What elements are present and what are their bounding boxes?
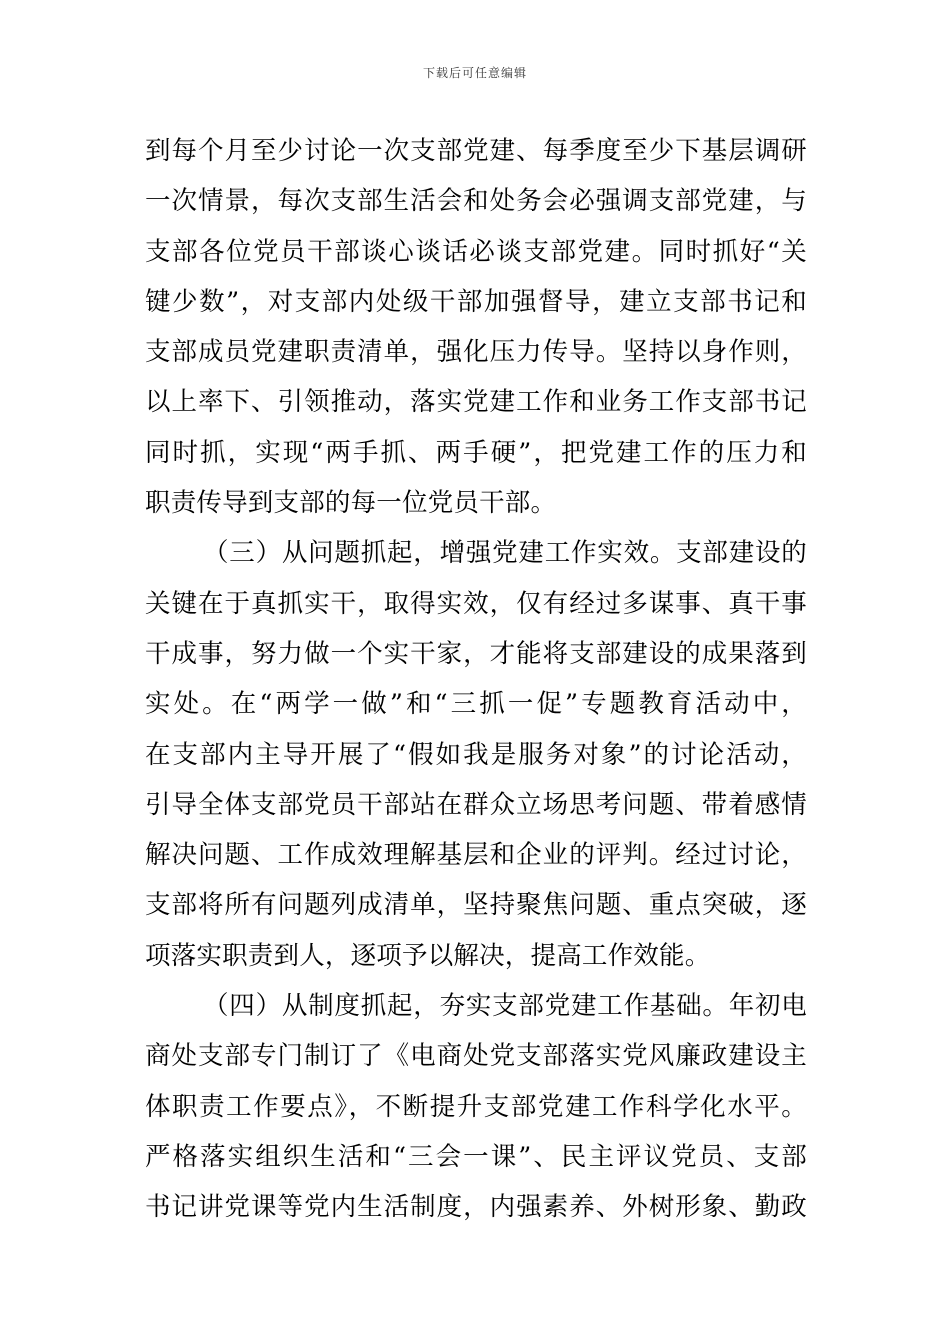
paragraph [145,528,807,981]
text-line: 实处。在“两学一做”和“三抓一促”专题教育活动中， [145,689,807,720]
document-body [145,126,807,1233]
text-line: （四）从制度抓起，夯实支部党建工作基础。年初电 [203,991,807,1022]
text-line: 干成事，努力做一个实干家，才能将支部建设的成果落到 [145,638,807,669]
text-line: 严格落实组织生活和“三会一课”、民主评议党员、支部 [145,1141,807,1172]
text-line: 商处支部专门制订了《电商处党支部落实党风廉政建设主 [145,1041,807,1072]
text-line: （三）从问题抓起，增强党建工作实效。支部建设的 [203,538,807,569]
text-line: 支部各位党员干部谈心谈话必谈支部党建。同时抓好“关 [145,236,807,267]
text-line: 项落实职责到人，逐项予以解决，提高工作效能。 [145,940,711,971]
paragraph [145,126,807,528]
text-line: 以上率下、引领推动，落实党建工作和业务工作支部书记 [145,387,807,418]
text-line: 引导全体支部党员干部站在群众立场思考问题、带着感情 [145,789,807,820]
text-line: 到每个月至少讨论一次支部党建、每季度至少下基层调研 [145,136,807,166]
text-line: 支部成员党建职责清单，强化压力传导。坚持以身作则， [145,337,807,368]
text-line: 支部将所有问题列成清单，坚持聚焦问题、重点突破，逐 [145,890,807,921]
paragraph [145,981,807,1232]
page-header: 下载后可任意编辑 [422,66,527,80]
text-line: 键少数”，对支部内处级干部加强督导，建立支部书记和 [145,286,807,317]
text-line: 关键在于真抓实干，取得实效，仅有经过多谋事、真干事 [145,588,807,619]
text-line: 职责传导到支部的每一位党员干部。 [145,488,557,519]
text-line: 在支部内主导开展了“假如我是服务对象”的讨论活动， [145,739,807,770]
text-line: 一次情景，每次支部生活会和处务会必强调支部党建，与 [145,186,807,217]
text-line: 解决问题、工作成效理解基层和企业的评判。经过讨论， [145,840,807,871]
text-line: 体职责工作要点》，不断提升支部党建工作科学化水平。 [145,1091,807,1122]
text-line: 同时抓，实现“两手抓、两手硬”，把党建工作的压力和 [145,437,807,468]
text-line: 书记讲党课等党内生活制度，内强素养、外树形象、勤政 [145,1192,807,1223]
